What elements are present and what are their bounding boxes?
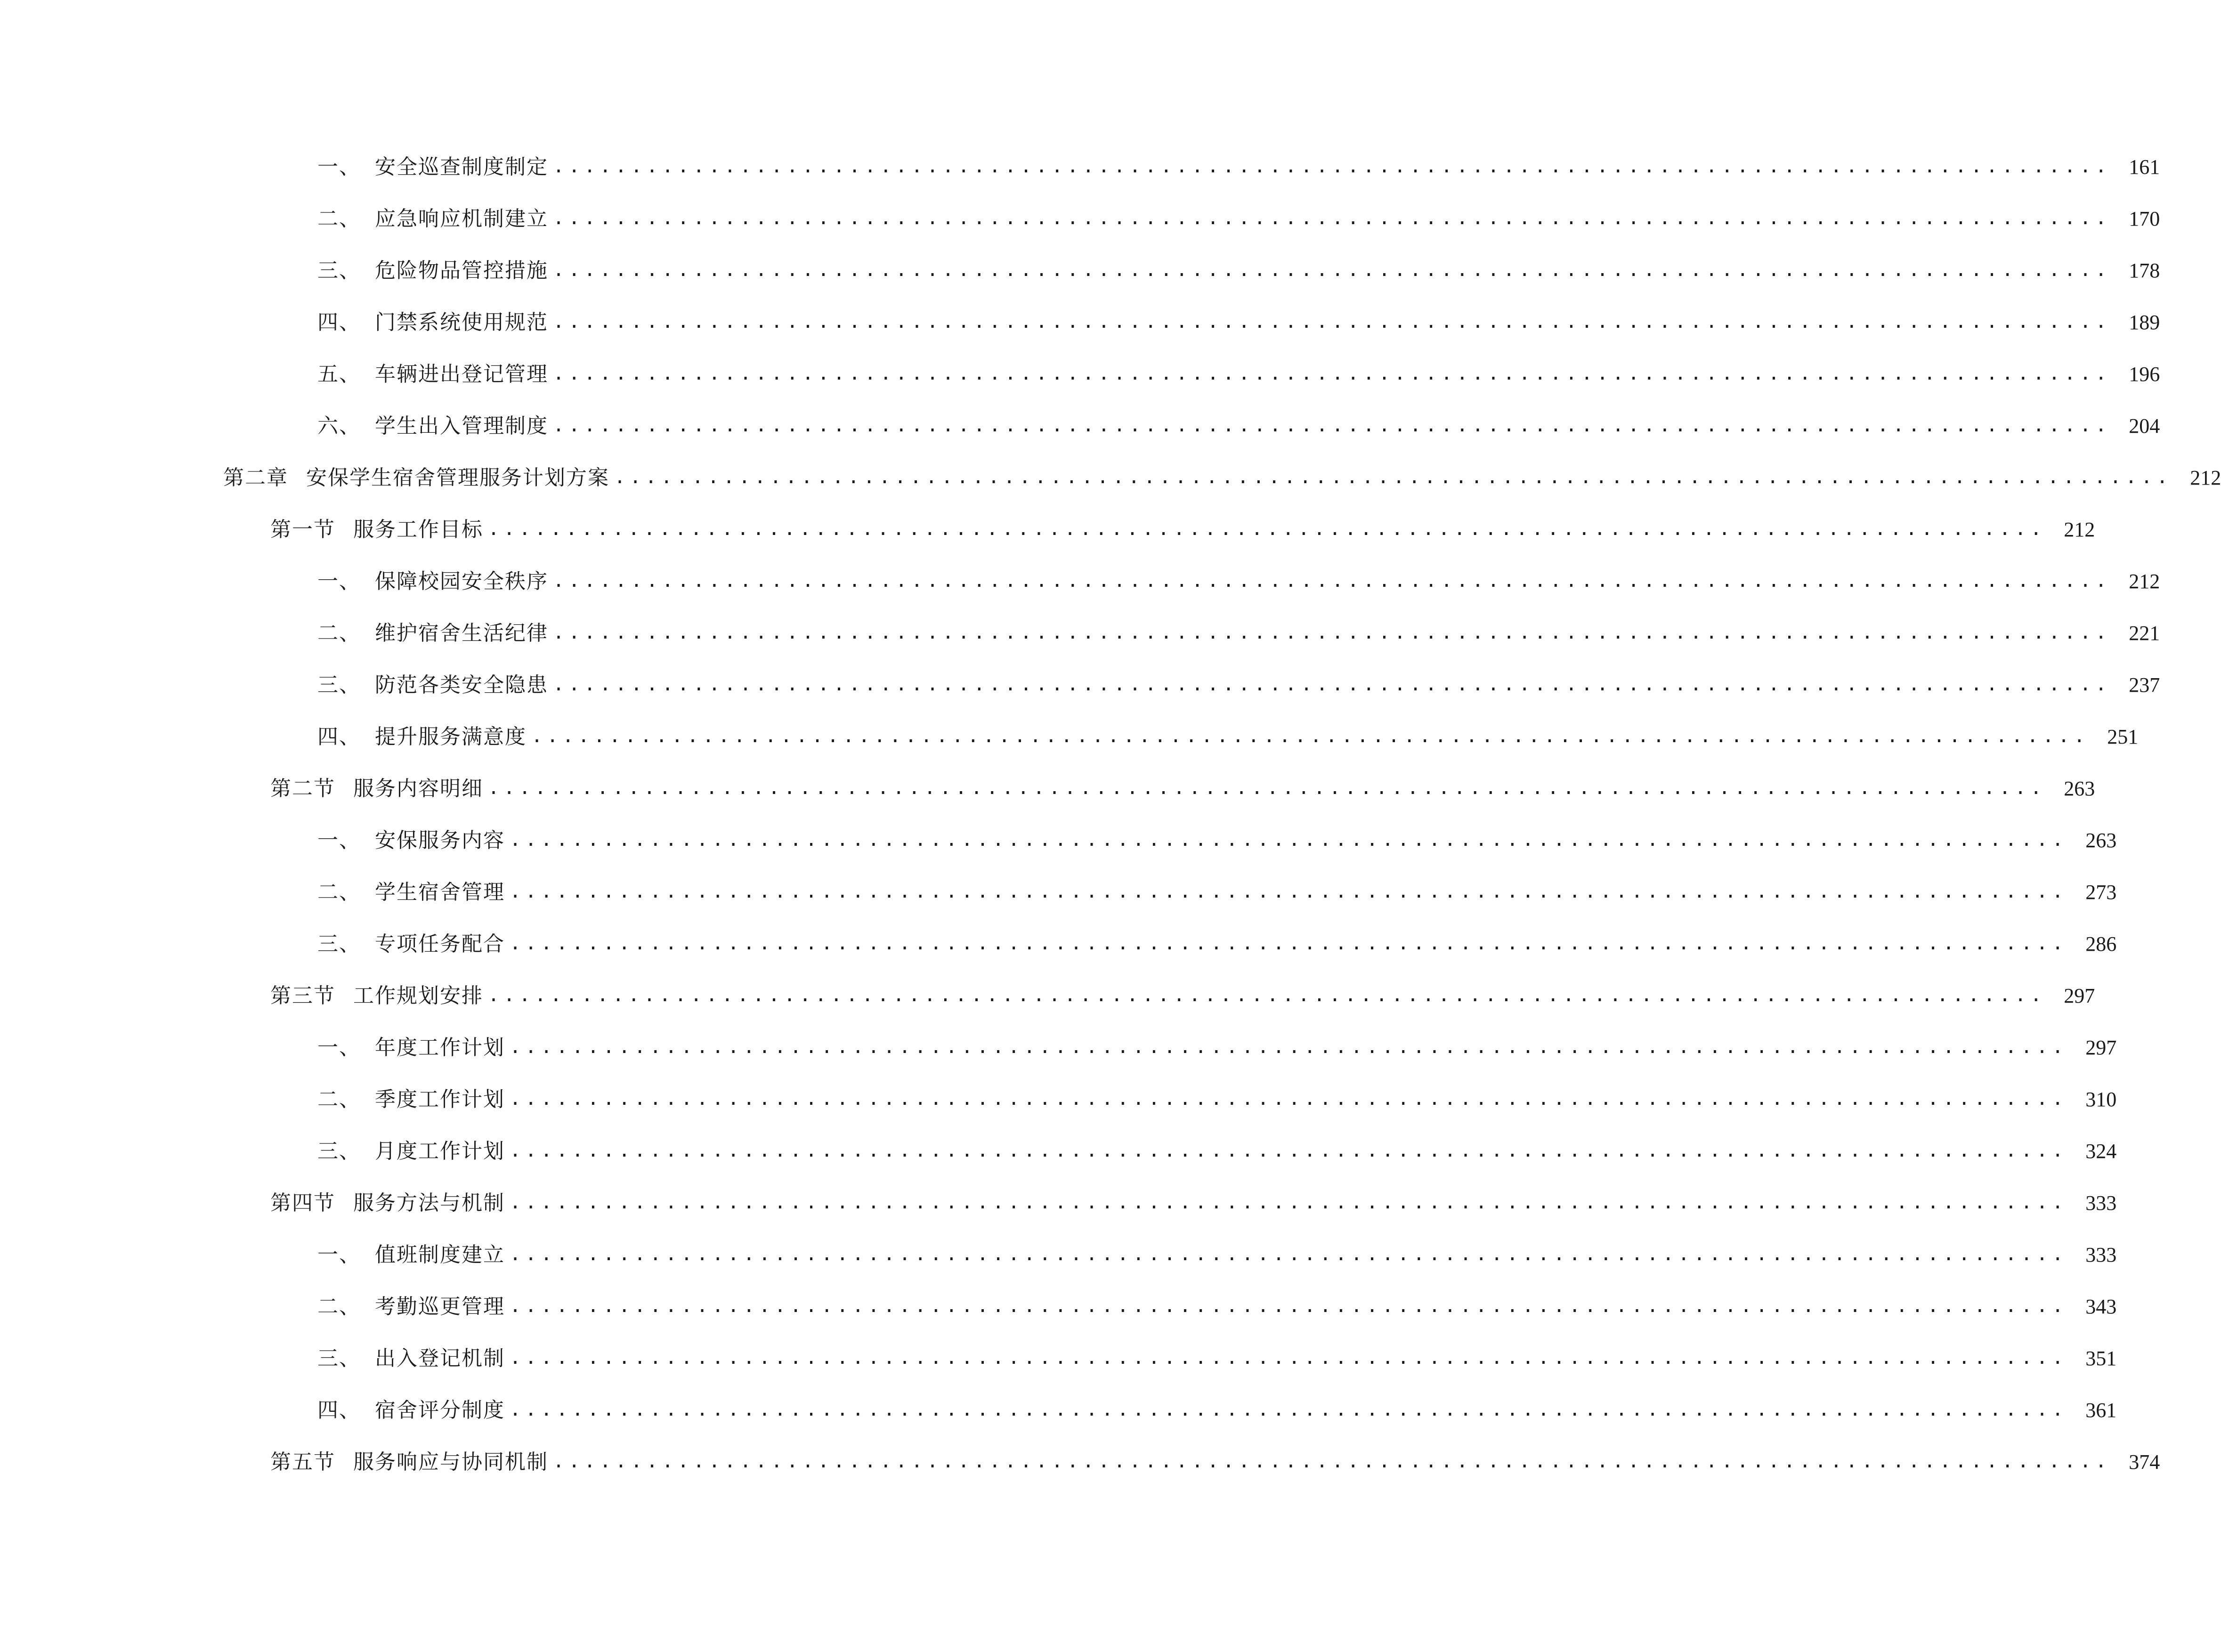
- toc-entry-title: 专项任务配合: [375, 932, 505, 956]
- toc-entry-label: [317, 1245, 505, 1265]
- toc-entry-number: 三、: [317, 932, 361, 956]
- toc-entry-label: [317, 209, 548, 229]
- toc-entry-title: 保障校园安全秩序: [375, 569, 548, 593]
- toc-entry-page: 286: [2085, 932, 2117, 956]
- toc-entry-title: 危险物品管控措施: [375, 259, 548, 283]
- toc-entry-title: 工作规划安排: [353, 984, 483, 1008]
- toc-entry[interactable]: [0, 1126, 2117, 1177]
- toc-entry-number: 二、: [317, 621, 361, 645]
- toc-entry-page: 212: [2190, 466, 2221, 489]
- toc-chapter-entry[interactable]: [0, 452, 2221, 504]
- dot-leader: ....................................................................................................: [510, 1347, 2068, 1369]
- toc-entry-label: [317, 727, 527, 747]
- toc-entry-title: 门禁系统使用规范: [375, 310, 548, 334]
- toc-entry-label: [317, 830, 505, 851]
- toc-entry-page: 170: [2129, 207, 2160, 230]
- dot-leader: ....................................................................................................: [510, 881, 2068, 902]
- toc-entry-page: 351: [2085, 1347, 2117, 1370]
- toc-entry-number: 第一节: [270, 518, 335, 542]
- dot-leader: ....................................................................................................: [510, 1295, 2068, 1317]
- toc-entry[interactable]: [0, 866, 2117, 918]
- toc-entry-page: 374: [2129, 1450, 2160, 1474]
- toc-entry-number: 第二节: [270, 777, 335, 801]
- toc-entry-label: [317, 1348, 505, 1369]
- toc-entry[interactable]: [0, 607, 2160, 659]
- toc-entry-number: 三、: [317, 259, 361, 283]
- toc-entry-number: 第三节: [270, 984, 335, 1008]
- toc-entry[interactable]: [0, 1022, 2117, 1074]
- toc-entry-number: 二、: [317, 207, 361, 231]
- toc-entry-page: 189: [2129, 311, 2160, 334]
- toc-entry-page: 324: [2085, 1140, 2117, 1163]
- toc-entry-label: [317, 571, 548, 592]
- toc-entry[interactable]: [0, 1385, 2117, 1436]
- toc-entry-number: 六、: [317, 414, 361, 438]
- toc-section-entry[interactable]: [0, 504, 2095, 556]
- toc-entry-page: 263: [2085, 829, 2117, 852]
- dot-leader: ....................................................................................................: [553, 570, 2111, 591]
- toc-entry-number: 一、: [317, 155, 361, 179]
- toc-entry-number: 第二章: [223, 466, 288, 490]
- toc-entry-page: 343: [2085, 1295, 2117, 1318]
- toc-entry-label: [317, 1400, 505, 1421]
- toc-entry-page: 204: [2129, 414, 2160, 437]
- toc-entry-title: 服务响应与协同机制: [353, 1450, 548, 1474]
- toc-entry[interactable]: [0, 918, 2117, 970]
- toc-entry-label: [317, 934, 505, 955]
- toc-entry-number: 二、: [317, 1295, 361, 1319]
- toc-entry-page: 212: [2064, 518, 2095, 541]
- toc-entry[interactable]: [0, 245, 2160, 297]
- toc-entry-label: [317, 260, 548, 281]
- dot-leader: ....................................................................................................: [510, 1243, 2068, 1265]
- toc-entry-label: [317, 312, 548, 333]
- toc-entry-label: [317, 1141, 505, 1162]
- toc-entry-page: 263: [2064, 777, 2095, 800]
- dot-leader: ....................................................................................................: [510, 1399, 2068, 1420]
- dot-leader: ....................................................................................................: [553, 311, 2111, 332]
- toc-entry-label: [270, 778, 483, 799]
- dot-leader: ....................................................................................................: [488, 777, 2046, 799]
- dot-leader: ....................................................................................................: [614, 466, 2172, 488]
- toc-entry-title: 维护宿舍生活纪律: [375, 621, 548, 645]
- toc-entry-page: 361: [2085, 1399, 2117, 1422]
- toc-entry[interactable]: [0, 659, 2160, 711]
- toc-entry-label: [317, 1037, 505, 1058]
- toc-entry-number: 三、: [317, 1346, 361, 1370]
- toc-entry-title: 月度工作计划: [375, 1139, 505, 1163]
- toc-entry-title: 服务方法与机制: [353, 1191, 505, 1215]
- dot-leader: ....................................................................................................: [510, 932, 2068, 954]
- toc-entry-label: [317, 1296, 505, 1317]
- toc-entry-page: 333: [2085, 1191, 2117, 1215]
- toc-entry-label: [317, 416, 548, 437]
- toc-entry-page: 297: [2064, 984, 2095, 1007]
- toc-entry[interactable]: [0, 1074, 2117, 1126]
- toc-entry-title: 考勤巡更管理: [375, 1295, 505, 1319]
- table-of-contents: [0, 141, 2221, 1488]
- dot-leader: ....................................................................................................: [510, 1088, 2068, 1109]
- toc-entry-number: 三、: [317, 673, 361, 697]
- toc-entry-page: 237: [2129, 673, 2160, 696]
- toc-entry-page: 310: [2085, 1088, 2117, 1111]
- toc-entry-number: 五、: [317, 362, 361, 386]
- toc-entry-page: 333: [2085, 1243, 2117, 1266]
- toc-entry-page: 161: [2129, 155, 2160, 178]
- dot-leader: ....................................................................................................: [553, 363, 2111, 384]
- dot-leader: ....................................................................................................: [553, 673, 2111, 695]
- toc-entry[interactable]: [0, 711, 2139, 763]
- toc-entry[interactable]: [0, 1333, 2117, 1385]
- toc-entry-title: 学生出入管理制度: [375, 414, 548, 438]
- toc-entry-number: 四、: [317, 1398, 361, 1422]
- toc-entry-label: [270, 519, 483, 540]
- toc-entry-number: 一、: [317, 569, 361, 593]
- dot-leader: ....................................................................................................: [531, 725, 2090, 747]
- dot-leader: ....................................................................................................: [488, 984, 2046, 1006]
- toc-entry-label: [270, 986, 483, 1006]
- dot-leader: ....................................................................................................: [553, 622, 2111, 643]
- toc-entry-label: [317, 157, 548, 178]
- toc-entry-number: 第四节: [270, 1191, 335, 1215]
- toc-entry-number: 第五节: [270, 1450, 335, 1474]
- toc-entry-number: 四、: [317, 310, 361, 334]
- toc-entry-number: 四、: [317, 725, 361, 749]
- toc-entry-page: 221: [2129, 622, 2160, 645]
- toc-section-entry[interactable]: [0, 1436, 2160, 1488]
- toc-entry-title: 防范各类安全隐患: [375, 673, 548, 697]
- toc-entry[interactable]: [0, 1229, 2117, 1281]
- toc-entry-page: 178: [2129, 259, 2160, 282]
- toc-entry[interactable]: [0, 348, 2160, 400]
- toc-entry[interactable]: [0, 297, 2160, 348]
- toc-entry-title: 服务内容明细: [353, 777, 483, 801]
- toc-entry-label: [317, 1089, 505, 1110]
- toc-entry-title: 安保学生宿舍管理服务计划方案: [306, 466, 609, 490]
- dot-leader: ....................................................................................................: [510, 1191, 2068, 1213]
- toc-entry-title: 年度工作计划: [375, 1036, 505, 1060]
- toc-entry-title: 应急响应机制建立: [375, 207, 548, 231]
- toc-entry-number: 一、: [317, 828, 361, 852]
- toc-entry-label: [270, 1452, 548, 1473]
- toc-entry-page: 251: [2107, 725, 2139, 748]
- toc-entry-title: 车辆进出登记管理: [375, 362, 548, 386]
- toc-entry-title: 安全巡查制度制定: [375, 155, 548, 179]
- dot-leader: ....................................................................................................: [488, 518, 2046, 540]
- toc-entry-label: [223, 468, 609, 488]
- toc-entry-title: 宿舍评分制度: [375, 1398, 505, 1422]
- toc-entry-title: 值班制度建立: [375, 1243, 505, 1267]
- toc-entry[interactable]: [0, 1281, 2117, 1333]
- toc-entry[interactable]: [0, 556, 2160, 607]
- toc-entry-title: 服务工作目标: [353, 518, 483, 542]
- dot-leader: ....................................................................................................: [553, 207, 2111, 229]
- toc-entry-label: [317, 623, 548, 644]
- toc-entry[interactable]: [0, 141, 2160, 193]
- toc-entry-label: [317, 882, 505, 903]
- toc-section-entry[interactable]: [0, 763, 2095, 815]
- toc-entry-page: 196: [2129, 363, 2160, 386]
- toc-entry-title: 安保服务内容: [375, 828, 505, 852]
- toc-entry-number: 二、: [317, 1087, 361, 1111]
- toc-entry-number: 一、: [317, 1243, 361, 1267]
- dot-leader: ....................................................................................................: [553, 259, 2111, 281]
- dot-leader: ....................................................................................................: [510, 1036, 2068, 1058]
- toc-entry-number: 一、: [317, 1036, 361, 1060]
- toc-entry-title: 季度工作计划: [375, 1087, 505, 1111]
- dot-leader: ....................................................................................................: [553, 414, 2111, 436]
- toc-entry[interactable]: [0, 815, 2117, 866]
- toc-entry-title: 提升服务满意度: [375, 725, 527, 749]
- dot-leader: ....................................................................................................: [510, 1140, 2068, 1161]
- dot-leader: ....................................................................................................: [553, 155, 2111, 177]
- toc-entry-number: 三、: [317, 1139, 361, 1163]
- toc-entry-title: 学生宿舍管理: [375, 880, 505, 904]
- toc-entry-title: 出入登记机制: [375, 1346, 505, 1370]
- toc-entry-label: [317, 675, 548, 696]
- toc-entry-number: 二、: [317, 880, 361, 904]
- toc-section-entry[interactable]: [0, 970, 2095, 1022]
- toc-entry-label: [270, 1193, 505, 1214]
- toc-entry-page: 297: [2085, 1036, 2117, 1059]
- toc-entry[interactable]: [0, 400, 2160, 452]
- dot-leader: ....................................................................................................: [553, 1450, 2111, 1472]
- toc-entry-page: 273: [2085, 881, 2117, 904]
- dot-leader: ....................................................................................................: [510, 829, 2068, 850]
- toc-entry[interactable]: [0, 193, 2160, 245]
- toc-entry-page: 212: [2129, 570, 2160, 593]
- toc-section-entry[interactable]: [0, 1177, 2117, 1229]
- toc-entry-label: [317, 364, 548, 385]
